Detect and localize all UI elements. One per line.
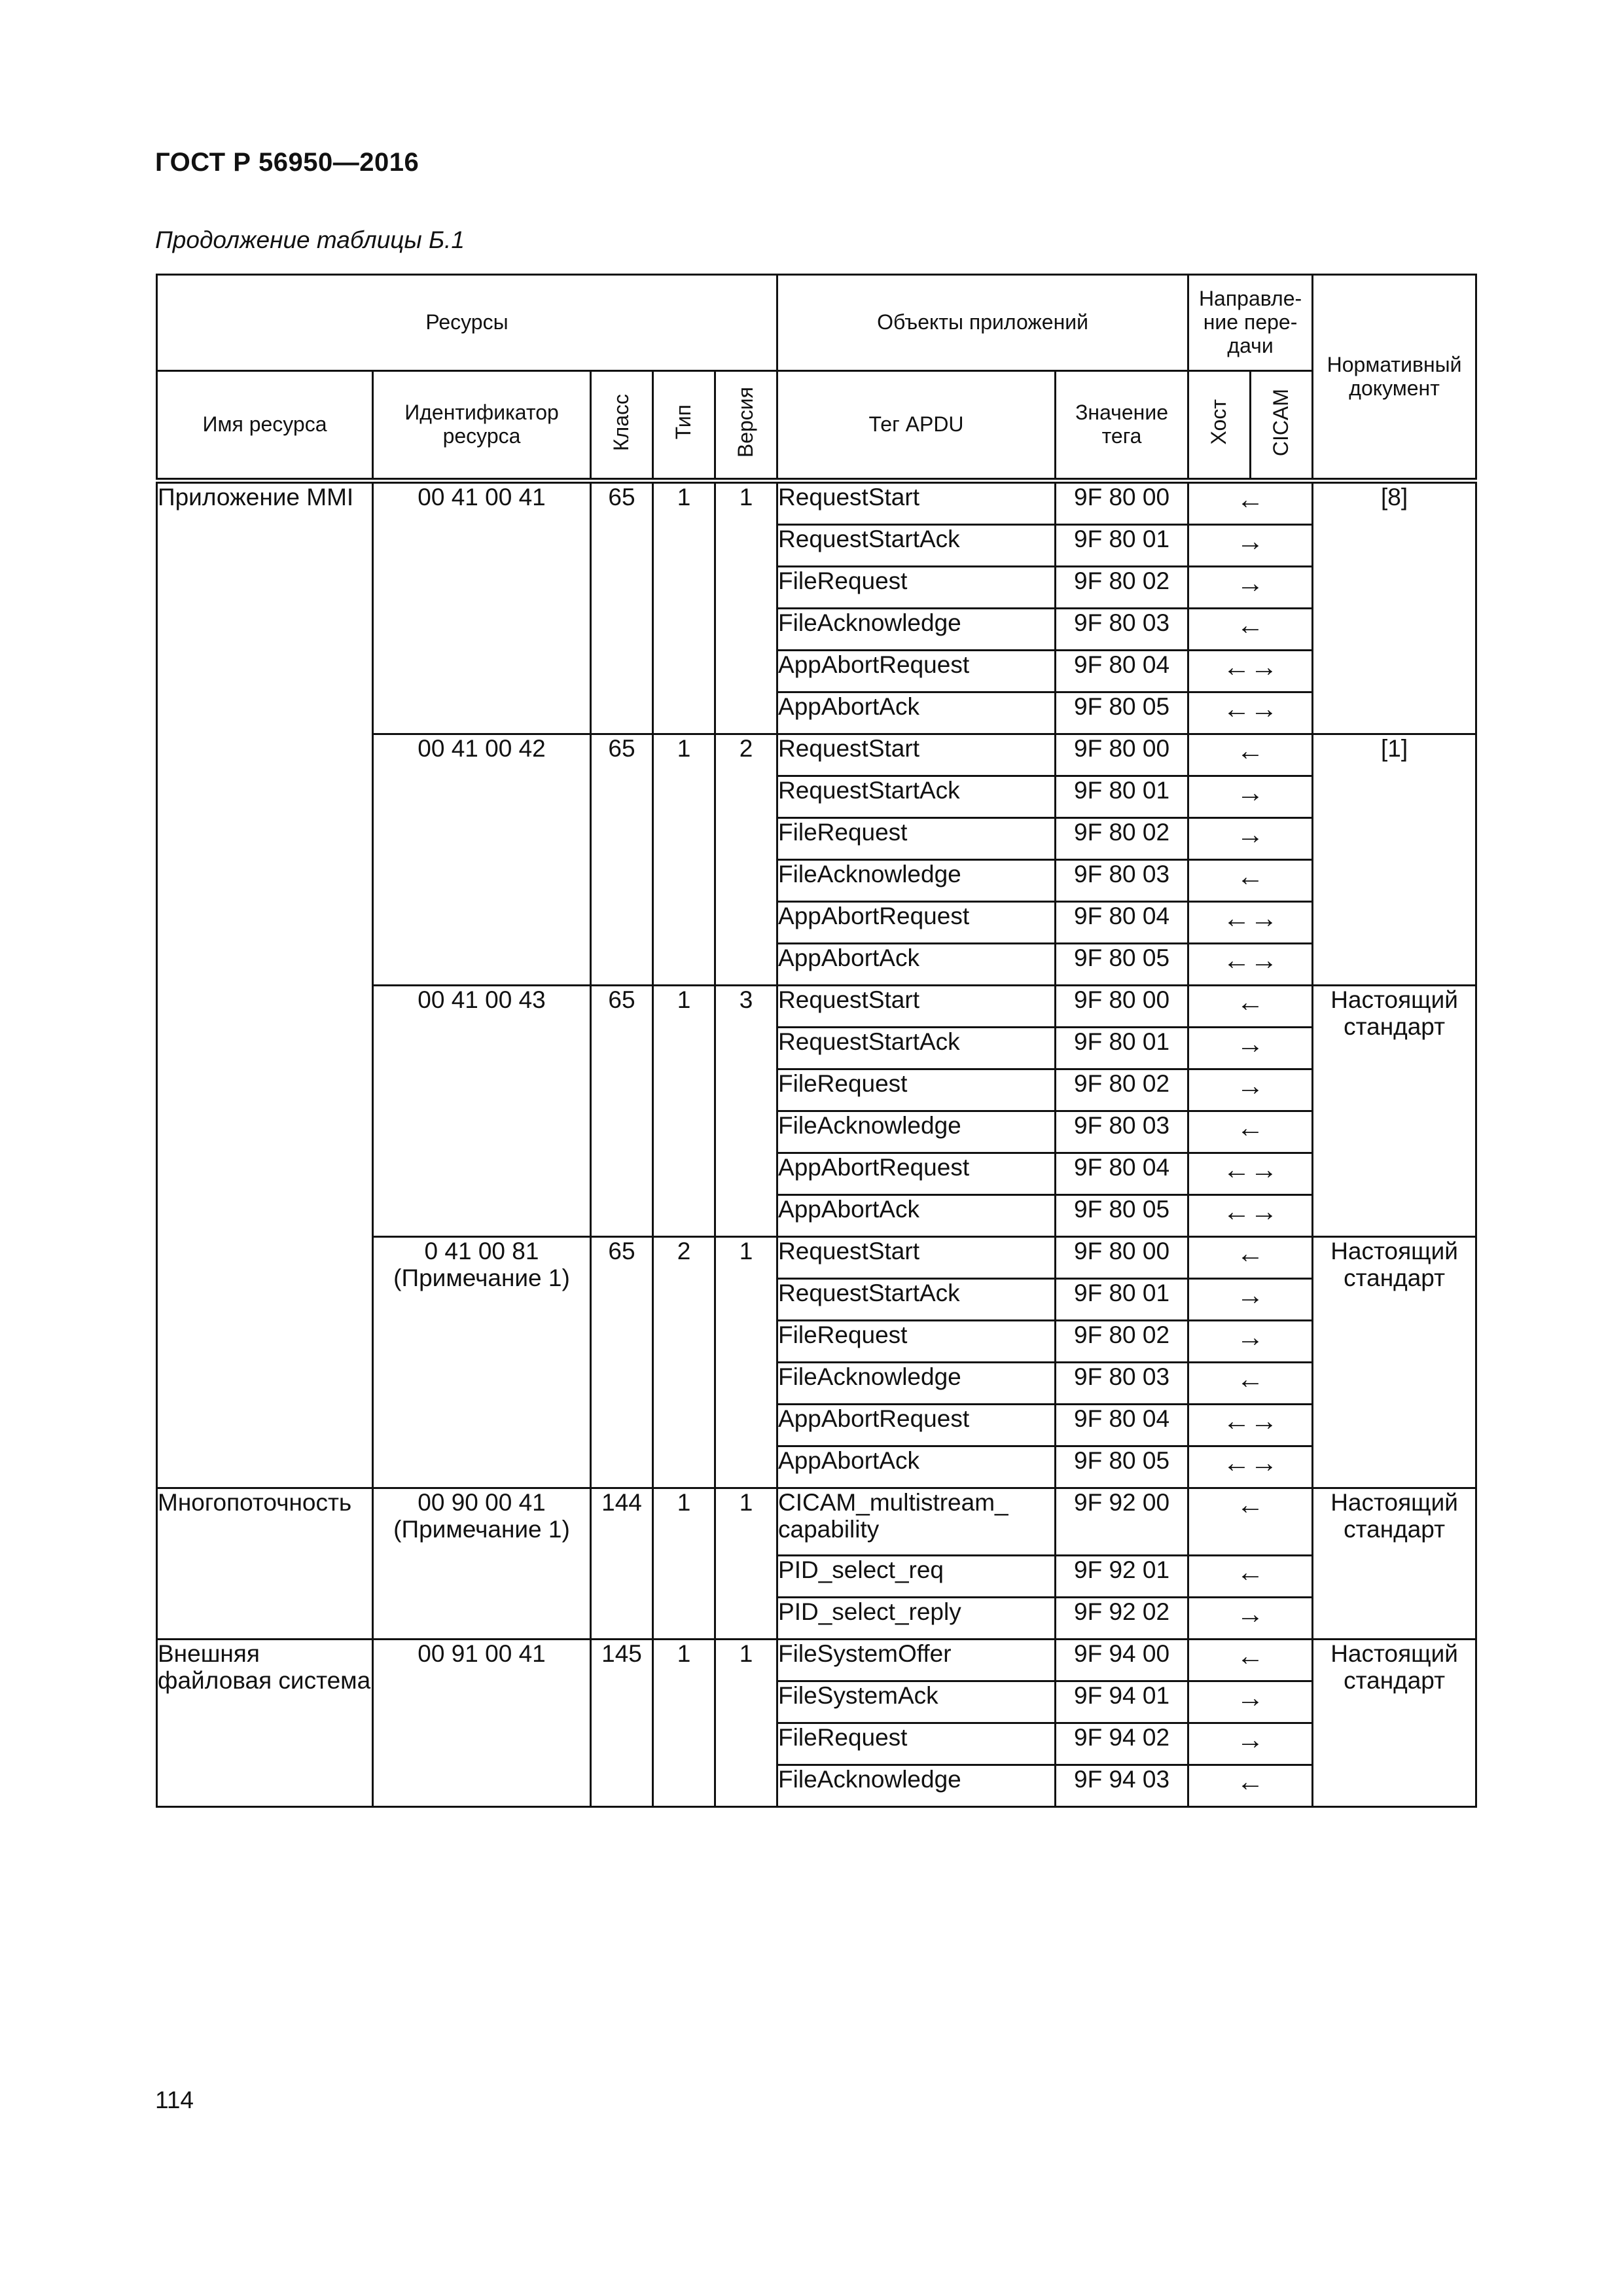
normative-doc-cell: Настоящий стандарт <box>1313 1237 1476 1488</box>
direction-arrow-cell: ←→ <box>1188 1405 1313 1446</box>
header-type <box>653 371 715 481</box>
tag-value-cell: 9F 80 02 <box>1056 818 1188 860</box>
apdu-tag-cell: FileAcknowledge <box>777 609 1056 651</box>
apdu-tag-cell: FileRequest <box>777 1321 1056 1363</box>
tag-value-cell: 9F 80 03 <box>1056 609 1188 651</box>
tag-value-cell: 9F 80 04 <box>1056 1405 1188 1446</box>
direction-arrow-cell: → <box>1188 1028 1313 1069</box>
direction-arrow-cell: ← <box>1188 1363 1313 1405</box>
header-class <box>591 371 653 481</box>
header-cicam <box>1251 371 1313 481</box>
resource-name-cell: Многопоточность <box>157 1488 373 1640</box>
resource-id-cell: 0 41 00 81 (Примечание 1) <box>373 1237 591 1488</box>
tag-value-cell: 9F 80 05 <box>1056 692 1188 734</box>
header-host <box>1188 371 1251 481</box>
direction-arrow-cell: ←→ <box>1188 1153 1313 1195</box>
header-apdu-tag: Тег APDU <box>777 371 1056 481</box>
version-cell: 1 <box>715 1237 777 1488</box>
apdu-tag-cell: RequestStartAck <box>777 776 1056 818</box>
resource-id-cell: 00 41 00 43 <box>373 986 591 1237</box>
tag-value-cell: 9F 92 01 <box>1056 1556 1188 1598</box>
apdu-tag-cell: RequestStartAck <box>777 525 1056 567</box>
direction-arrow-cell: → <box>1188 776 1313 818</box>
tag-value-cell: 9F 80 00 <box>1056 481 1188 525</box>
tag-value-cell: 9F 80 03 <box>1056 860 1188 902</box>
type-cell: 2 <box>653 1237 715 1488</box>
tag-value-cell: 9F 80 05 <box>1056 1446 1188 1488</box>
header-tag-value: Значение тега <box>1056 371 1188 481</box>
tag-value-cell: 9F 80 04 <box>1056 902 1188 944</box>
version-cell: 2 <box>715 734 777 986</box>
direction-arrow-cell: ←→ <box>1188 692 1313 734</box>
apdu-tag-cell: RequestStart <box>777 734 1056 776</box>
normative-doc-cell: [8] <box>1313 481 1476 734</box>
normative-doc-cell: [1] <box>1313 734 1476 986</box>
apdu-tag-cell: FileAcknowledge <box>777 1111 1056 1153</box>
direction-arrow-cell: ← <box>1188 1556 1313 1598</box>
direction-arrow-cell: → <box>1188 1723 1313 1765</box>
direction-arrow-cell: ← <box>1188 1488 1313 1556</box>
class-cell: 144 <box>591 1488 653 1640</box>
apdu-tag-cell: AppAbortRequest <box>777 902 1056 944</box>
apdu-tag-cell: AppAbortAck <box>777 1195 1056 1237</box>
direction-arrow-cell: ← <box>1188 986 1313 1028</box>
header-type-label: Тип <box>671 404 696 440</box>
tag-value-cell: 9F 80 02 <box>1056 1321 1188 1363</box>
resource-name-cell: Приложение MMI <box>157 481 373 1488</box>
tag-value-cell: 9F 80 05 <box>1056 944 1188 986</box>
class-cell: 65 <box>591 1237 653 1488</box>
apdu-tag-cell: AppAbortRequest <box>777 651 1056 692</box>
table-row <box>157 1488 1476 1556</box>
direction-arrow-cell: ← <box>1188 481 1313 525</box>
type-cell: 1 <box>653 986 715 1237</box>
tag-value-cell: 9F 94 00 <box>1056 1640 1188 1681</box>
apdu-tag-cell: RequestStart <box>777 481 1056 525</box>
type-cell: 1 <box>653 1488 715 1640</box>
apdu-tag-cell: FileRequest <box>777 567 1056 609</box>
direction-arrow-cell: ← <box>1188 734 1313 776</box>
tag-value-cell: 9F 80 02 <box>1056 1069 1188 1111</box>
tag-value-cell: 9F 80 03 <box>1056 1111 1188 1153</box>
apdu-tag-cell: FileAcknowledge <box>777 860 1056 902</box>
direction-arrow-cell: → <box>1188 567 1313 609</box>
direction-arrow-cell: → <box>1188 1598 1313 1640</box>
header-cicam-label: CICAM <box>1269 388 1293 456</box>
direction-arrow-cell: → <box>1188 1681 1313 1723</box>
tag-value-cell: 9F 92 02 <box>1056 1598 1188 1640</box>
header-normative-doc: Нормативный документ <box>1313 275 1476 481</box>
apdu-tag-cell: RequestStart <box>777 1237 1056 1279</box>
class-cell: 65 <box>591 734 653 986</box>
apdu-tag-cell: CICAM_multistream_ capability <box>777 1488 1056 1556</box>
tag-value-cell: 9F 94 01 <box>1056 1681 1188 1723</box>
direction-arrow-cell: ←→ <box>1188 1446 1313 1488</box>
apdu-tag-cell: FileAcknowledge <box>777 1765 1056 1807</box>
direction-arrow-cell: ← <box>1188 860 1313 902</box>
class-cell: 65 <box>591 986 653 1237</box>
header-host-label: Хост <box>1207 399 1231 445</box>
normative-doc-cell: Настоящий стандарт <box>1313 1488 1476 1640</box>
tag-value-cell: 9F 80 04 <box>1056 1153 1188 1195</box>
tag-value-cell: 9F 80 01 <box>1056 776 1188 818</box>
direction-arrow-cell: → <box>1188 818 1313 860</box>
direction-arrow-cell: ←→ <box>1188 651 1313 692</box>
apdu-tag-cell: RequestStart <box>777 986 1056 1028</box>
tag-value-cell: 9F 80 02 <box>1056 567 1188 609</box>
resource-id-cell: 00 91 00 41 <box>373 1640 591 1807</box>
resource-id-cell: 00 41 00 41 <box>373 481 591 734</box>
apdu-tag-cell: PID_select_req <box>777 1556 1056 1598</box>
version-cell: 3 <box>715 986 777 1237</box>
direction-arrow-cell: ← <box>1188 609 1313 651</box>
type-cell: 1 <box>653 734 715 986</box>
tag-value-cell: 9F 80 01 <box>1056 1028 1188 1069</box>
header-resource-name: Имя ресурса <box>157 371 373 481</box>
apdu-tag-cell: FileRequest <box>777 818 1056 860</box>
resource-name-cell: Внешняя файловая система <box>157 1640 373 1807</box>
direction-arrow-cell: ← <box>1188 1640 1313 1681</box>
tag-value-cell: 9F 80 03 <box>1056 1363 1188 1405</box>
type-cell: 1 <box>653 1640 715 1807</box>
apdu-tag-cell: FileAcknowledge <box>777 1363 1056 1405</box>
direction-arrow-cell: → <box>1188 1321 1313 1363</box>
header-version <box>715 371 777 481</box>
table-body <box>157 481 1476 1807</box>
table-row <box>157 481 1476 525</box>
apdu-tag-cell: FileRequest <box>777 1069 1056 1111</box>
apdu-tag-cell: FileSystemAck <box>777 1681 1056 1723</box>
tag-value-cell: 9F 80 04 <box>1056 651 1188 692</box>
version-cell: 1 <box>715 1488 777 1640</box>
resource-id-cell: 00 90 00 41 (Примечание 1) <box>373 1488 591 1640</box>
resource-id-cell: 00 41 00 42 <box>373 734 591 986</box>
normative-doc-cell: Настоящий стандарт <box>1313 1640 1476 1807</box>
tag-value-cell: 9F 80 00 <box>1056 734 1188 776</box>
apdu-tag-cell: FileSystemOffer <box>777 1640 1056 1681</box>
resources-table <box>156 274 1477 1808</box>
direction-arrow-cell: ←→ <box>1188 1195 1313 1237</box>
direction-arrow-cell: ← <box>1188 1111 1313 1153</box>
apdu-tag-cell: AppAbortAck <box>777 1446 1056 1488</box>
header-direction: Направле-ние пере-дачи <box>1188 275 1313 371</box>
class-cell: 65 <box>591 481 653 734</box>
document-title: ГОСТ Р 56950—2016 <box>155 148 419 177</box>
table-caption: Продолжение таблицы Б.1 <box>155 226 465 253</box>
tag-value-cell: 9F 80 01 <box>1056 525 1188 567</box>
apdu-tag-cell: AppAbortRequest <box>777 1405 1056 1446</box>
table-row <box>157 1640 1476 1681</box>
direction-arrow-cell: → <box>1188 1069 1313 1111</box>
apdu-tag-cell: PID_select_reply <box>777 1598 1056 1640</box>
direction-arrow-cell: → <box>1188 1279 1313 1321</box>
type-cell: 1 <box>653 481 715 734</box>
page-number: 114 <box>155 2087 194 2113</box>
apdu-tag-cell: AppAbortAck <box>777 692 1056 734</box>
apdu-tag-cell: RequestStartAck <box>777 1028 1056 1069</box>
tag-value-cell: 9F 94 03 <box>1056 1765 1188 1807</box>
apdu-tag-cell: FileRequest <box>777 1723 1056 1765</box>
apdu-tag-cell: AppAbortRequest <box>777 1153 1056 1195</box>
tag-value-cell: 9F 80 00 <box>1056 1237 1188 1279</box>
direction-arrow-cell: ← <box>1188 1765 1313 1807</box>
tag-value-cell: 9F 92 00 <box>1056 1488 1188 1556</box>
header-version-label: Версия <box>734 387 758 458</box>
direction-arrow-cell: ← <box>1188 1237 1313 1279</box>
apdu-tag-cell: AppAbortAck <box>777 944 1056 986</box>
header-resource-id: Идентификатор ресурса <box>373 371 591 481</box>
version-cell: 1 <box>715 481 777 734</box>
apdu-tag-cell: RequestStartAck <box>777 1279 1056 1321</box>
class-cell: 145 <box>591 1640 653 1807</box>
tag-value-cell: 9F 94 02 <box>1056 1723 1188 1765</box>
version-cell: 1 <box>715 1640 777 1807</box>
header-app-objects: Объекты приложений <box>777 275 1188 371</box>
direction-arrow-cell: → <box>1188 525 1313 567</box>
header-class-label: Класс <box>609 393 633 451</box>
normative-doc-cell: Настоящий стандарт <box>1313 986 1476 1237</box>
header-resources: Ресурсы <box>157 275 777 371</box>
direction-arrow-cell: ←→ <box>1188 944 1313 986</box>
tag-value-cell: 9F 80 00 <box>1056 986 1188 1028</box>
tag-value-cell: 9F 80 01 <box>1056 1279 1188 1321</box>
direction-arrow-cell: ←→ <box>1188 902 1313 944</box>
tag-value-cell: 9F 80 05 <box>1056 1195 1188 1237</box>
